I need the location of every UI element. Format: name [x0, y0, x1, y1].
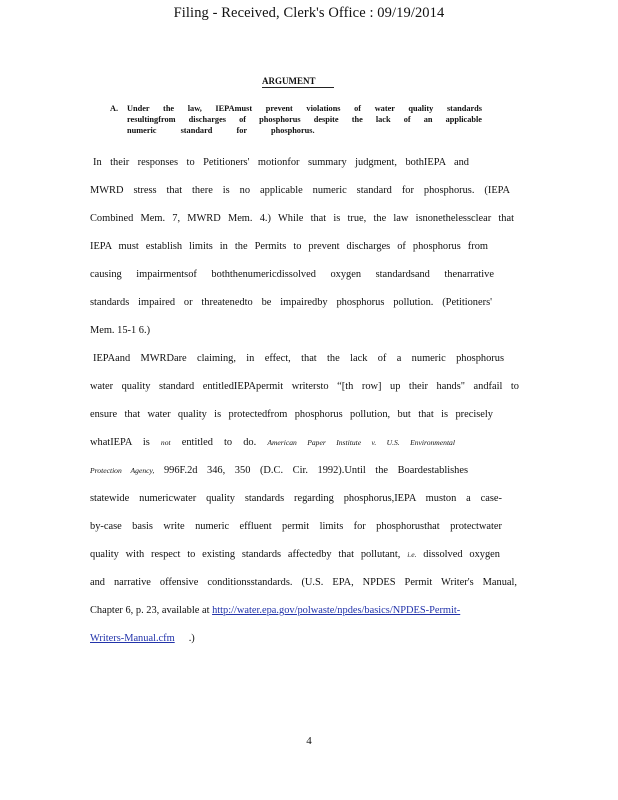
manual-url-link-continued[interactable]: Writers-Manual.cfm	[90, 633, 175, 644]
text-run: dissolved oxygen	[423, 549, 500, 560]
body-line	[90, 548, 500, 561]
body-line: Mem. 15-1 6.)	[90, 325, 151, 336]
body-line	[90, 464, 468, 477]
section-heading: ARGUMENT	[262, 76, 334, 88]
case-citation: Protection Agency,	[90, 466, 155, 475]
body-line	[90, 604, 522, 617]
body-line: ensure that water quality is protectedfrom phosphorus pollution, but that is precisely	[90, 409, 493, 420]
manual-url-link[interactable]: http://water.epa.gov/polwaste/npdes/basics/NPDES-Permit-	[212, 605, 461, 616]
body-line: IEPA must establish limits in the Permits to prevent discharges of phosphorus from	[90, 241, 488, 252]
text-run: 996F.2d 346, 350 (D.C. Cir. 1992).Until the Boardestablishes	[163, 465, 468, 476]
body-line: by-case basis write numeric effluent permit limits for phosphorusthat protectwater	[90, 521, 502, 532]
text-run: entitled to do.	[181, 437, 257, 448]
text-run: quality with respect to existing standards affectedby that pollutant,	[90, 549, 401, 560]
body-line: Combined Mem. 7, MWRD Mem. 4.) While that is true, the law isnonethelessclear that	[90, 213, 514, 224]
body-line	[90, 436, 455, 449]
italic-text: not	[160, 438, 171, 447]
text-run: Chapter 6, p. 23, available at	[90, 605, 210, 616]
body-line: statewide numericwater quality standards regarding phosphorus,IEPA muston a case-	[90, 493, 502, 504]
italic-text: i.e.	[407, 550, 417, 559]
body-line: and narrative offensive conditionsstandards. (U.S. EPA, NPDES Permit Writer's Manual,	[90, 577, 517, 588]
case-citation: American Paper Institute v. U.S. Environmental	[267, 438, 455, 447]
subheading-line-2: resultingfrom discharges of phosphorus despite the lack of an applicable	[127, 115, 482, 124]
filing-stamp: Filing - Received, Clerk's Office : 09/19/2014	[173, 5, 445, 21]
body-line: causing impairmentsof boththenumericdissolved oxygen standardsand thenarrative	[90, 269, 494, 280]
body-line	[90, 632, 290, 645]
body-line: standards impaired or threatenedto be impairedby phosphorus pollution. (Petitioners'	[90, 297, 492, 308]
body-line: IEPAand MWRDare claiming, in effect, that the lack of a numeric phosphorus	[93, 353, 504, 364]
body-line: In their responses to Petitioners' motionfor summary judgment, bothIEPA and	[93, 157, 469, 168]
body-line: MWRD stress that there is no applicable numeric standard for phosphorus. (IEPA	[90, 185, 510, 196]
subheading-line-3: numeric standard for phosphorus.	[127, 126, 315, 135]
text-run: whatIEPA is	[90, 437, 150, 448]
page-number: 4	[306, 735, 312, 747]
subheading-line-1: Under the law, IEPAmust prevent violations of water quality standards	[127, 104, 482, 113]
subheading-label: A.	[110, 104, 119, 113]
text-run: .)	[188, 633, 195, 644]
body-line: water quality standard entitledIEPApermit writersto “[th row] up their hands" andfail to	[90, 381, 519, 392]
